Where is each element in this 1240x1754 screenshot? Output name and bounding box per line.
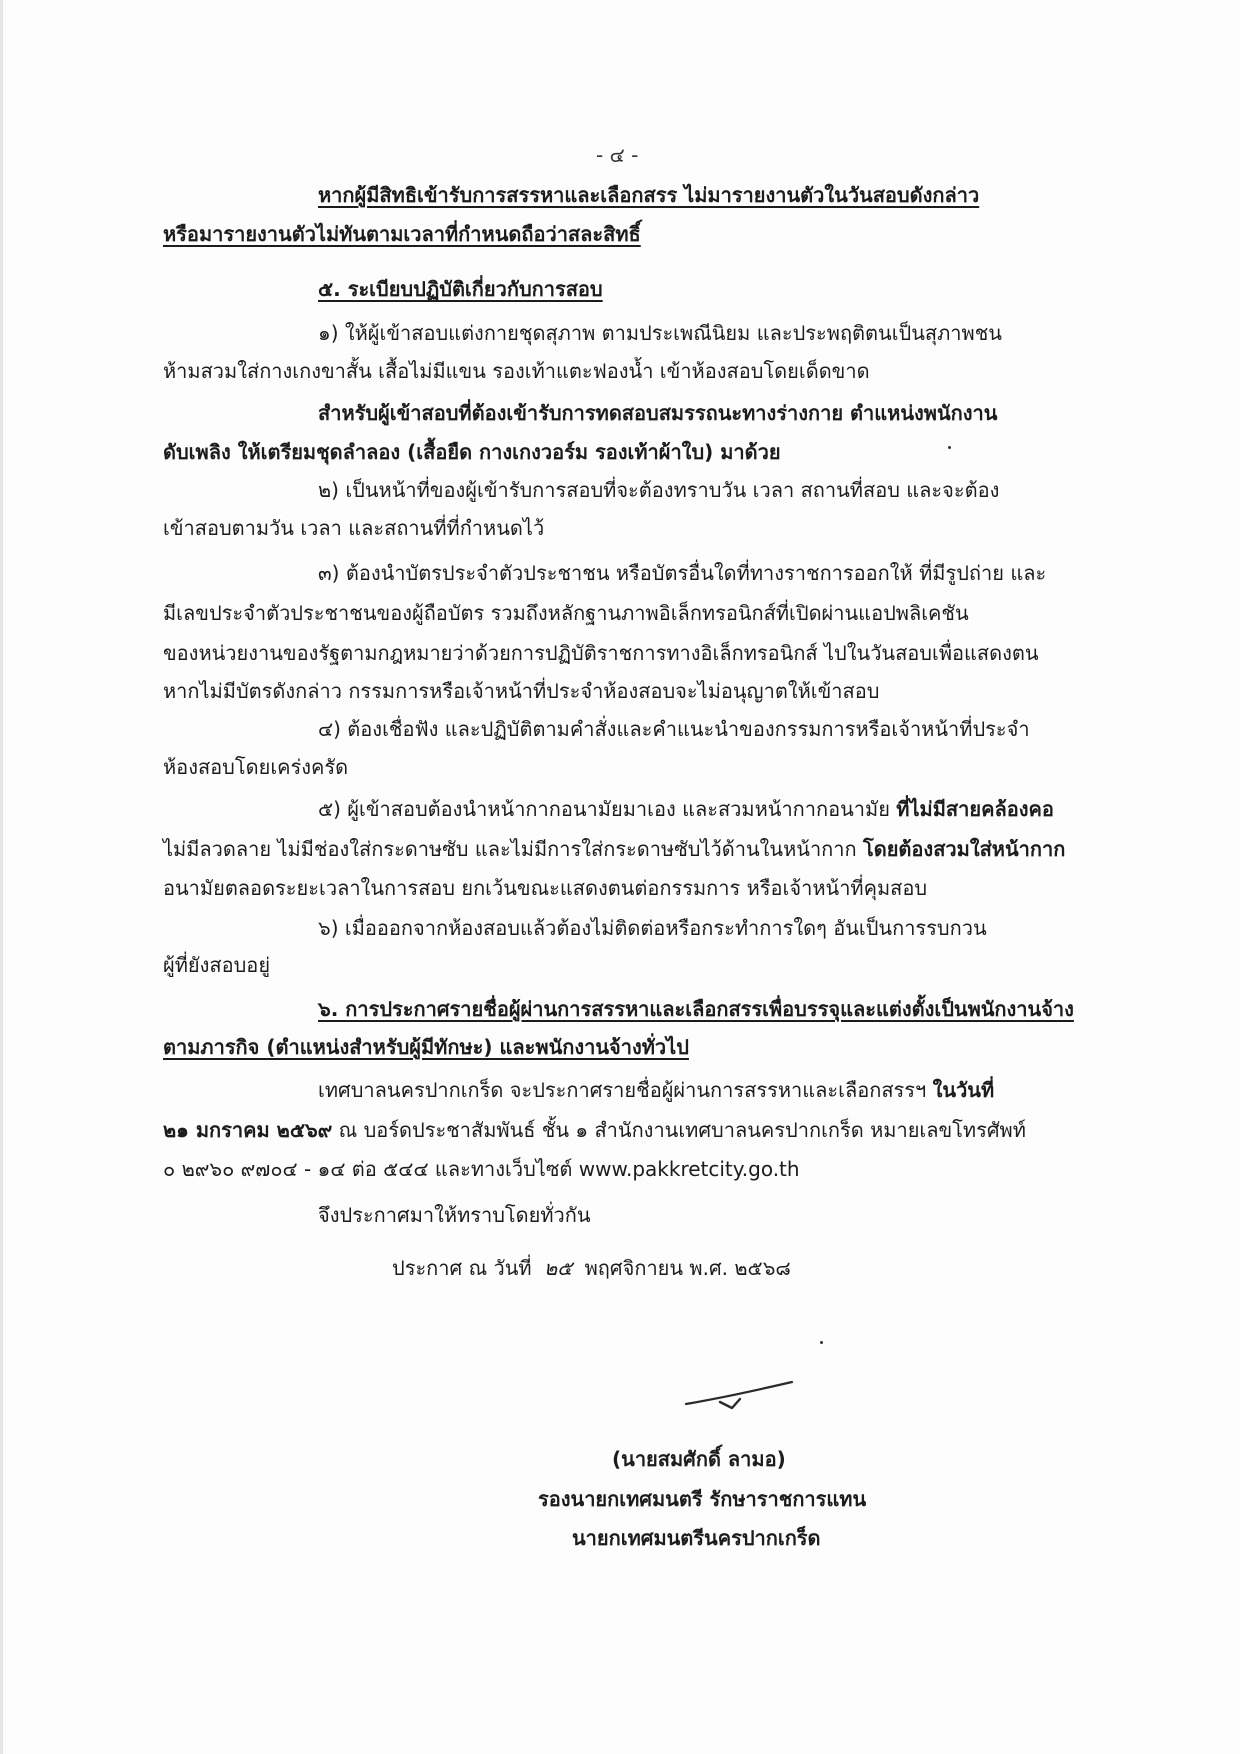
item2-line-1: ๒) เป็นหน้าที่ของผู้เข้ารับการสอบที่จะต้องทราบวัน เวลา สถานที่สอบ และจะต้อง xyxy=(318,478,1000,502)
page-number: - ๔ - xyxy=(596,143,639,167)
section6-heading-1: ๖. การประกาศรายชื่อผู้ผ่านการสรรหาและเลือกสรรเพื่อบรรจุและแต่งตั้งเป็นพนักงานจ้าง xyxy=(318,997,1074,1021)
announce-suffix: พฤศจิกายน พ.ศ. ๒๕๖๘ xyxy=(584,1256,791,1280)
signatory-name: (นายสมศักดิ์ ลามอ) xyxy=(612,1447,786,1471)
item5-line-2-text: ไม่มีลวดลาย ไม่มีช่องใส่กระดาษซับ และไม่มีการใส่กระดาษซับไว้ด้านในหน้ากาก xyxy=(163,837,863,861)
note-line-2: ดับเพลิง ให้เตรียมชุดลำลอง (เสื้อยืด กางเกงวอร์ม รองเท้าผ้าใบ) มาด้วย xyxy=(163,440,781,464)
speck xyxy=(948,446,951,449)
item3-line-4: หากไม่มีบัตรดังกล่าว กรรมการหรือเจ้าหน้าที่ประจำห้องสอบจะไม่อนุญาตให้เข้าสอบ xyxy=(163,679,880,703)
announce-date-bold: ๒๑ มกราคม ๒๕๖๙ xyxy=(163,1118,333,1142)
item5-line-2-bold: โดยต้องสวมใส่หน้ากาก xyxy=(862,837,1066,861)
item6-line-2: ผู้ที่ยังสอบอยู่ xyxy=(163,953,271,977)
section6-body-2 xyxy=(163,1115,1026,1145)
item5-line-1-text: ๕) ผู้เข้าสอบต้องนำหน้ากากอนามัยมาเอง และสวมหน้ากากอนามัย xyxy=(318,797,897,821)
intro-line-2: หรือมารายงานตัวไม่ทันตามเวลาที่กำหนดถือว่าสละสิทธิ์ xyxy=(163,222,641,246)
item4-line-1: ๔) ต้องเชื่อฟัง และปฏิบัติตามคำสั่งและคำแนะนำของกรรมการหรือเจ้าหน้าที่ประจำ xyxy=(318,717,1030,741)
item6-line-1: ๖) เมื่อออกจากห้องสอบแล้วต้องไม่ติดต่อหรือกระทำการใดๆ อันเป็นการรบกวน xyxy=(318,916,987,940)
item1-line-2: ห้ามสวมใส่กางเกงขาสั้น เสื้อไม่มีแขน รองเท้าแตะฟองน้ำ เข้าห้องสอบโดยเด็ดขาด xyxy=(163,359,870,383)
section6-heading-2: ตามภารกิจ (ตำแหน่งสำหรับผู้มีทักษะ) และพนักงานจ้างทั่วไป xyxy=(163,1035,689,1059)
announce-line xyxy=(392,1253,791,1283)
item1-line-1: ๑) ให้ผู้เข้าสอบแต่งกายชุดสุภาพ ตามประเพณีนิยม และประพฤติตนเป็นสุภาพชน xyxy=(318,321,1002,345)
item4-line-2: ห้องสอบโดยเคร่งครัด xyxy=(163,755,349,779)
section6-body-1-bold: ในวันที่ xyxy=(932,1078,995,1102)
closing-statement: จึงประกาศมาให้ทราบโดยทั่วกัน xyxy=(318,1203,591,1227)
section6-body-1 xyxy=(318,1075,994,1105)
speck xyxy=(820,1341,823,1344)
item5-line-1-bold: ที่ไม่มีสายคล้องคอ xyxy=(896,797,1054,821)
intro-line-1: หากผู้มีสิทธิเข้ารับการสรรหาและเลือกสรร ไม่มารายงานตัวในวันสอบดังกล่าว xyxy=(318,183,980,207)
section5-heading: ๕. ระเบียบปฏิบัติเกี่ยวกับการสอบ xyxy=(318,277,603,301)
signatory-position-2: นายกเทศมนตรีนครปากเกร็ด xyxy=(572,1526,821,1550)
section6-body-1-text: เทศบาลนครปากเกร็ด จะประกาศรายชื่อผู้ผ่านการสรรหาและเลือกสรรฯ xyxy=(318,1078,933,1102)
announce-prefix: ประกาศ ณ วันที่ xyxy=(392,1256,532,1280)
item5-line-1 xyxy=(318,794,1054,824)
item3-line-1: ๓) ต้องนำบัตรประจำตัวประชาชน หรือบัตรอื่นใดที่ทางราชการออกให้ ที่มีรูปถ่าย และ xyxy=(318,561,1047,585)
section6-body-3: ๐ ๒๙๖๐ ๙๗๐๔ - ๑๔ ต่อ ๕๔๔ และทางเว็บไซต์ www.pakkretcity.go.th xyxy=(163,1157,800,1181)
item3-line-2: มีเลขประจำตัวประชาชนของผู้ถือบัตร รวมถึงหลักฐานภาพอิเล็กทรอนิกส์ที่เปิดผ่านแอปพลิเคชัน xyxy=(163,601,969,625)
item2-line-2: เข้าสอบตามวัน เวลา และสถานที่ที่กำหนดไว้ xyxy=(163,516,545,540)
signature-mark xyxy=(680,1366,810,1426)
item5-line-2 xyxy=(163,834,1065,864)
scan-edge xyxy=(0,0,3,1754)
signatory-position-1: รองนายกเทศมนตรี รักษาราชการแทน xyxy=(538,1487,867,1511)
section6-body-2-text: ณ บอร์ดประชาสัมพันธ์ ชั้น ๑ สำนักงานเทศบาลนครปากเกร็ด หมายเลขโทรศัพท์ xyxy=(332,1118,1026,1142)
announce-day: ๒๕ xyxy=(543,1256,573,1280)
item5-line-3: อนามัยตลอดระยะเวลาในการสอบ ยกเว้นขณะแสดงตนต่อกรรมการ หรือเจ้าหน้าที่คุมสอบ xyxy=(163,876,928,900)
item3-line-3: ของหน่วยงานของรัฐตามกฎหมายว่าด้วยการปฏิบัติราชการทางอิเล็กทรอนิกส์ ไปในวันสอบเพื่อแสดงตน xyxy=(163,641,1039,665)
note-line-1: สำหรับผู้เข้าสอบที่ต้องเข้ารับการทดสอบสมรรถนะทางร่างกาย ตำแหน่งพนักงาน xyxy=(318,401,998,425)
